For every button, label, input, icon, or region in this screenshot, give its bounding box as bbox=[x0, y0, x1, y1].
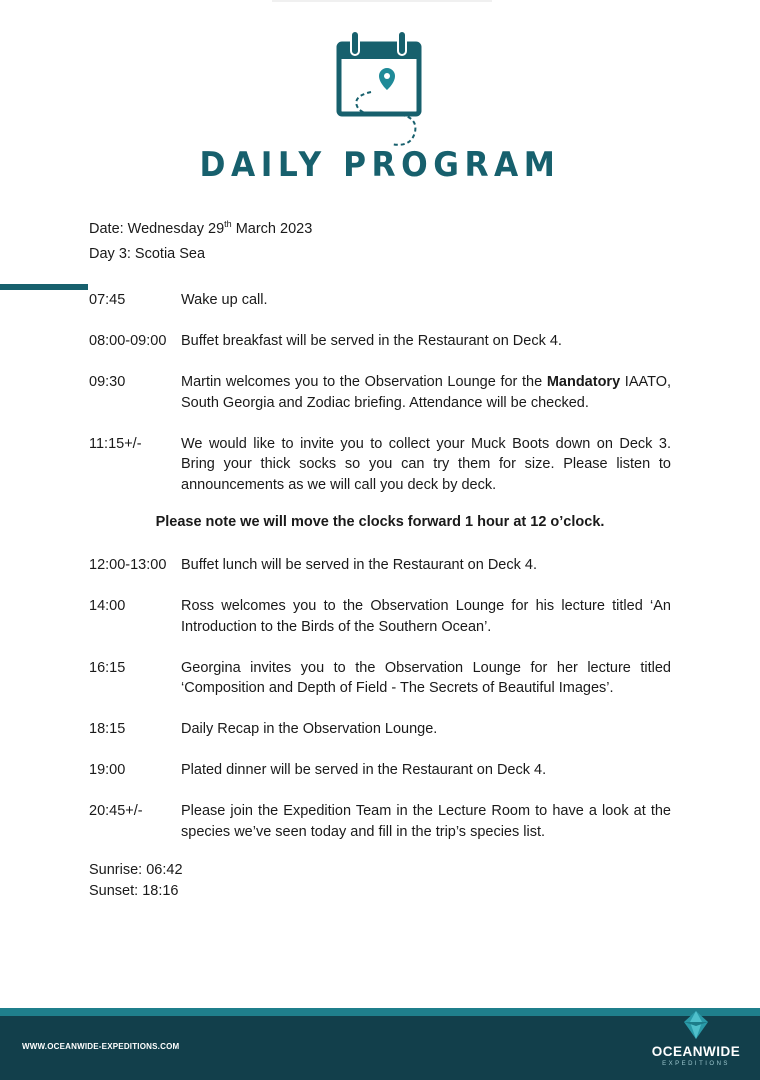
clock-notice: Please note we will move the clocks forward 1 hour at 12 o’clock. bbox=[155, 514, 605, 530]
sunset-time: Sunset: 18:16 bbox=[89, 882, 179, 899]
schedule-text: Daily Recap in the Observation Lounge. bbox=[181, 721, 438, 737]
brand-logo bbox=[640, 1008, 752, 1078]
brand-name: OCEANWIDE bbox=[651, 1044, 741, 1059]
schedule-row bbox=[89, 801, 671, 842]
schedule-time: 11:15+/- bbox=[89, 435, 142, 452]
date-text-suffix: March 2023 bbox=[231, 220, 313, 237]
schedule-time: 18:15 bbox=[89, 721, 126, 737]
calendar-map-pin-icon bbox=[0, 24, 760, 164]
website-link[interactable]: WWW.OCEANWIDE-EXPEDITIONS.COM bbox=[22, 1042, 180, 1051]
schedule-time: 16:15 bbox=[89, 659, 126, 676]
schedule-text: Please join the Expedition Team in the Lecture Room to have a look at the species we’ve seen today and fill in the trip’s species list. bbox=[181, 803, 671, 840]
footer bbox=[0, 1016, 760, 1080]
schedule-time: 20:45+/- bbox=[89, 803, 143, 819]
schedule-text bbox=[181, 372, 671, 413]
schedule-time: 08:00-09:00 bbox=[89, 333, 167, 349]
top-divider bbox=[272, 0, 492, 2]
schedule-row bbox=[89, 434, 671, 496]
schedule-row bbox=[89, 658, 671, 699]
schedule-row bbox=[89, 596, 671, 637]
schedule-time: 09:30 bbox=[89, 374, 126, 390]
sun-times bbox=[89, 860, 183, 901]
schedule-time: 07:45 bbox=[89, 292, 126, 308]
date-ordinal: th bbox=[224, 219, 232, 229]
schedule-row bbox=[89, 372, 671, 413]
schedule-text: Buffet lunch will be served in the Restaurant on Deck 4. bbox=[181, 557, 537, 573]
date-line bbox=[89, 219, 312, 237]
schedule-row bbox=[89, 331, 671, 352]
accent-bar bbox=[0, 284, 88, 290]
schedule-text: Ross welcomes you to the Observation Lounge for his lecture titled ‘An Introduction to the Birds of the Southern Ocean’. bbox=[181, 598, 671, 635]
schedule-text: Georgina invites you to the Observation Lounge for her lecture titled ‘Composition and Depth of Field - The Secrets of Beautiful Images’. bbox=[181, 659, 671, 696]
brand-subtitle: EXPEDITIONS bbox=[662, 1061, 730, 1067]
schedule-time: 12:00-13:00 bbox=[89, 557, 167, 573]
schedule-text-part: Martin welcomes you to the Observation Lounge for the bbox=[181, 374, 547, 390]
date-text: Date: Wednesday 29 bbox=[89, 220, 225, 237]
schedule-text: Buffet breakfast will be served in the Restaurant on Deck 4. bbox=[181, 333, 562, 349]
schedule-text-part: IAATO, South Georgia and Zodiac briefing. Attendance will be checked. bbox=[181, 374, 671, 411]
schedule-row bbox=[89, 555, 671, 576]
schedule-text: We would like to invite you to collect your Muck Boots down on Deck 3. Bring your thick socks so you can try them for size. Please listen to announcements as we will call you deck by deck. bbox=[181, 435, 671, 493]
schedule bbox=[89, 290, 671, 842]
schedule-text: Plated dinner will be served in the Restaurant on Deck 4. bbox=[181, 762, 547, 778]
schedule-text: Wake up call. bbox=[181, 292, 268, 308]
sunrise-time: Sunrise: 06:42 bbox=[89, 862, 183, 878]
schedule-time: 14:00 bbox=[89, 598, 126, 614]
page-title: DAILY PROGRAM bbox=[199, 145, 561, 185]
schedule-row bbox=[89, 290, 671, 311]
schedule-time: 19:00 bbox=[89, 762, 126, 778]
mandatory-label: Mandatory bbox=[546, 374, 621, 390]
schedule-row bbox=[89, 719, 671, 740]
diamond-logo-icon bbox=[682, 1010, 710, 1040]
schedule-row bbox=[89, 760, 671, 781]
program-logo bbox=[0, 24, 760, 185]
day-line: Day 3: Scotia Sea bbox=[89, 246, 206, 262]
